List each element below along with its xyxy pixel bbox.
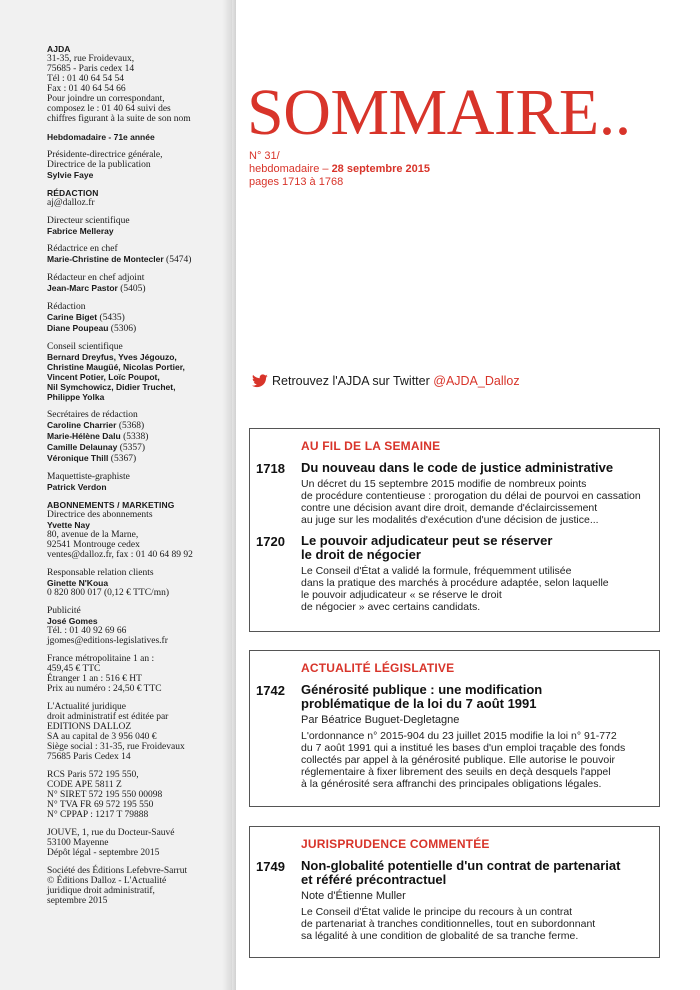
masthead: [47, 44, 227, 914]
publisher-line: 75685 Paris Cedex 14: [47, 752, 131, 762]
client-block: [47, 568, 227, 598]
role-label: Secrétaires de rédaction: [47, 410, 138, 420]
entry-summary: [301, 730, 653, 790]
ads-block: [47, 606, 227, 646]
email-address: aj@dalloz.fr: [47, 198, 95, 208]
summary-line: de procédure contentieuse : prorogation du délai de pourvoi en cassation: [301, 490, 641, 502]
issue-pages: pages 1713 à 1768: [249, 176, 344, 188]
role-label: Directrice de la publication: [47, 160, 151, 170]
redaction-member-ext: (5435): [97, 313, 125, 323]
printer-line: 53100 Mayenne: [47, 838, 109, 848]
registration-line: N° SIRET 572 195 550 00098: [47, 790, 163, 800]
entry-body: [301, 859, 653, 942]
summary-line: réglementaire à fixer librement des seuils en deçà desquels l'appel: [301, 766, 611, 778]
twitter-bird-icon: [252, 374, 268, 391]
summary-line: collectés par appel à la générosité publique. Elle autorise le pouvoir: [301, 754, 616, 766]
entry-title[interactable]: [301, 461, 653, 475]
council-member: Vincent Potier, Loïc Poupot,: [47, 372, 160, 382]
secretary: [47, 431, 227, 442]
secretary-ext: (5368): [116, 421, 145, 431]
redaction-members-block: [47, 302, 227, 334]
council-member: Nil Symchowicz, Didier Truchet,: [47, 382, 176, 392]
publisher-line: EDITIONS DALLOZ: [47, 722, 132, 732]
role-label: Conseil scientifique: [47, 342, 123, 352]
registration-block: [47, 770, 227, 820]
issue-date: 28 septembre 2015: [331, 163, 431, 175]
entry-body: [301, 461, 653, 526]
printer-line: Dépôt légal - septembre 2015: [47, 848, 160, 858]
role-label: Rédactrice en chef: [47, 244, 118, 254]
summary-line: le pouvoir adjudicateur « se réserve le droit: [301, 589, 502, 601]
entry-title[interactable]: [301, 859, 653, 887]
contact-line: jgomes@editions-legislatives.fr: [47, 636, 168, 646]
copyright-line: septembre 2015: [47, 896, 108, 906]
deputy-editor-name: Jean-Marc Pastor: [47, 283, 118, 293]
address-line: ventes@dalloz.fr, fax : 01 40 64 89 92: [47, 550, 193, 560]
contact-line: Tél. : 01 40 92 69 66: [47, 626, 127, 636]
entry-title-line: Le pouvoir adjudicateur peut se réserver: [301, 533, 553, 548]
copyright-line: © Éditions Dalloz - L'Actualité: [47, 876, 167, 886]
entry-title-line: problématique de la loi du 7 août 1991: [301, 696, 537, 711]
entry-author: Note d'Étienne Muller: [301, 890, 406, 902]
person-name: José Gomes: [47, 616, 98, 626]
editor-chief-ext: (5474): [163, 255, 192, 265]
twitter-promo: [252, 374, 520, 391]
secretary-name: Marie-Hélène Dalu: [47, 431, 121, 441]
address-line: 31-35, rue Froidevaux,: [47, 54, 135, 64]
person-name: Fabrice Melleray: [47, 226, 114, 236]
deputy-editor: [47, 283, 227, 294]
section-heading: JURISPRUDENCE COMMENTÉE: [301, 837, 490, 851]
publisher-block: [47, 702, 227, 762]
secretary-ext: (5367): [108, 454, 137, 464]
prices-block: [47, 654, 227, 694]
secretary-name: Caroline Charrier: [47, 420, 117, 430]
registration-line: N° CPPAP : 1217 T 79888: [47, 810, 149, 820]
address-line: chiffres figurant à la suite de son nom: [47, 114, 191, 124]
entry-title-line: Générosité publique : une modification: [301, 682, 543, 697]
summary-line: sa légalité à une condition de globalité de sa tranche ferme.: [301, 930, 579, 942]
summary-line: dans la pratique des marchés à procédure adaptée, selon laquelle: [301, 577, 609, 589]
role-label: Rédaction: [47, 302, 86, 312]
layout-block: [47, 472, 227, 492]
summary-line: à la générosité sera affranchi des principales obligations légales.: [301, 778, 602, 790]
twitter-handle[interactable]: @AJDA_Dalloz: [433, 374, 520, 388]
publisher-line: droit administratif est éditée par: [47, 712, 169, 722]
role-label: Maquettiste-graphiste: [47, 472, 130, 482]
role-label: Rédacteur en chef adjoint: [47, 273, 145, 283]
price-line: 459,45 € TTC: [47, 664, 101, 674]
page-number: 1720: [256, 534, 285, 549]
section-box: [249, 428, 660, 632]
twitter-text: Retrouvez l'AJDA sur Twitter: [272, 374, 434, 388]
entry-title[interactable]: [301, 683, 653, 711]
summary-line: de négocier » avec certains candidats.: [301, 601, 481, 613]
toc-entry[interactable]: [250, 461, 659, 526]
redaction-member-name: Carine Biget: [47, 312, 98, 322]
address-line: 80, avenue de la Marne,: [47, 530, 139, 540]
brand-name: AJDA: [47, 44, 71, 54]
registration-line: CODE APE 5811 Z: [47, 780, 122, 790]
address-line: Tél : 01 40 64 54 54: [47, 74, 125, 84]
council-member: Philippe Yolka: [47, 392, 105, 402]
page-number: 1718: [256, 461, 285, 476]
summary-line: Le Conseil d'État valide le principe du recours à un contrat: [301, 906, 573, 918]
editor-chief-name: Marie-Christine de Montecler: [47, 254, 164, 264]
entry-summary: [301, 906, 653, 942]
entry-summary: [301, 478, 653, 526]
secretary: [47, 420, 227, 431]
council-member: Bernard Dreyfus, Yves Jégouzo,: [47, 352, 177, 362]
person-name: Yvette Nay: [47, 520, 90, 530]
entry-title-line: le droit de négocier: [301, 547, 421, 562]
issue-frequency: hebdomadaire –: [249, 163, 332, 175]
address-line: Fax : 01 40 64 54 66: [47, 84, 126, 94]
summary-line: du 7 août 1991 qui a institué les bases d'un emploi traçable des fonds: [301, 742, 626, 754]
copyright-block: [47, 866, 227, 906]
registration-line: N° TVA FR 69 572 195 550: [47, 800, 154, 810]
issue-number: N° 31/: [249, 150, 280, 162]
frequency-block: [47, 132, 227, 142]
toc-entry[interactable]: [250, 534, 659, 613]
person-name: Patrick Verdon: [47, 482, 107, 492]
address-line: 75685 - Paris cedex 14: [47, 64, 135, 74]
secretary-name: Camille Delaunay: [47, 442, 118, 452]
price-line: France métropolitaine 1 an :: [47, 654, 155, 664]
price-line: Étranger 1 an : 516 € HT: [47, 674, 142, 684]
issue-info: [249, 150, 430, 189]
price-line: Prix au numéro : 24,50 € TTC: [47, 684, 162, 694]
address-line: composez le : 01 40 64 suivi des: [47, 104, 171, 114]
section-heading: AU FIL DE LA SEMAINE: [301, 439, 441, 453]
entry-body: [301, 534, 653, 613]
subscriptions-block: [47, 500, 227, 560]
deputy-block: [47, 273, 227, 294]
president-block: [47, 150, 227, 180]
printer-line: JOUVE, 1, rue du Docteur-Sauvé: [47, 828, 175, 838]
section-label: RÉDACTION: [47, 188, 99, 198]
deputy-editor-ext: (5405): [117, 284, 146, 294]
role-label: Directeur scientifique: [47, 216, 130, 226]
redaction-member-name: Diane Poupeau: [47, 323, 109, 333]
entry-title[interactable]: [301, 534, 653, 562]
registration-line: RCS Paris 572 195 550,: [47, 770, 139, 780]
redaction-block: [47, 188, 227, 208]
role-label: Directrice des abonnements: [47, 510, 153, 520]
editor-chief: [47, 254, 227, 265]
entry-title-line: Du nouveau dans le code de justice administrative: [301, 460, 614, 475]
publisher-line: L'Actualité juridique: [47, 702, 127, 712]
entry-summary: [301, 565, 653, 613]
secretary: [47, 442, 227, 453]
entry-author: Par Béatrice Buguet-Degletagne: [301, 714, 460, 726]
role-label: Publicité: [47, 606, 81, 616]
contact-block: [47, 44, 227, 124]
role-label: Présidente-directrice générale,: [47, 150, 163, 160]
summary-line: Un décret du 15 septembre 2015 modifie de nombreux points: [301, 478, 587, 490]
summary-line: au juge sur les modalités d'exécution d'une décision de justice...: [301, 514, 599, 526]
address-line: Pour joindre un correspondant,: [47, 94, 165, 104]
entry-body: [301, 683, 653, 790]
section-heading: ACTUALITÉ LÉGISLATIVE: [301, 661, 455, 675]
summary-line: contre une décision avant dire droit, demande d'éclaircissement: [301, 502, 598, 514]
council-member: Christine Maugüé, Nicolas Portier,: [47, 362, 185, 372]
redaction-member: [47, 323, 227, 334]
copyright-line: juridique droit administratif,: [47, 886, 155, 896]
copyright-line: Société des Éditions Lefebvre-Sarrut: [47, 866, 188, 876]
toc-entry[interactable]: [250, 683, 659, 790]
page-title: SOMMAIRE..: [247, 76, 631, 149]
role-label: Responsable relation clients: [47, 568, 154, 578]
section-box: [249, 826, 660, 958]
entry-title-line: et référé précontractuel: [301, 872, 447, 887]
person-name: Sylvie Faye: [47, 170, 94, 180]
publication-frequency: Hebdomadaire - 71e année: [47, 132, 155, 142]
person-name: Ginette N'Koua: [47, 578, 109, 588]
printer-block: [47, 828, 227, 858]
page-number: 1742: [256, 683, 285, 698]
redaction-member-ext: (5306): [108, 324, 137, 334]
summary-line: Le Conseil d'État a validé la formule, fréquemment utilisée: [301, 565, 572, 577]
entry-title-line: Non-globalité potentielle d'un contrat de partenariat: [301, 858, 621, 873]
secretaries-block: [47, 410, 227, 464]
publisher-line: Siège social : 31-35, rue Froidevaux: [47, 742, 185, 752]
redaction-member: [47, 312, 227, 323]
summary-line: L'ordonnance n° 2015-904 du 23 juillet 2015 modifie la loi n° 91-772: [301, 730, 617, 742]
secretary-ext: (5357): [117, 443, 146, 453]
secretary: [47, 453, 227, 464]
editor-chief-block: [47, 244, 227, 265]
council-block: [47, 342, 227, 402]
publisher-line: SA au capital de 3 956 040 €: [47, 732, 157, 742]
page-number: 1749: [256, 859, 285, 874]
phone-line: 0 820 800 017 (0,12 € TTC/mn): [47, 588, 170, 598]
secretary-name: Véronique Thill: [47, 453, 109, 463]
secretary-ext: (5338): [120, 432, 149, 442]
section-box: [249, 650, 660, 807]
toc-entry[interactable]: [250, 859, 659, 942]
address-line: 92541 Montrouge cedex: [47, 540, 140, 550]
summary-line: de partenariat à tranches conditionnelles, tout en subordonnant: [301, 918, 596, 930]
section-label: ABONNEMENTS / MARKETING: [47, 500, 175, 510]
sci-director-block: [47, 216, 227, 236]
